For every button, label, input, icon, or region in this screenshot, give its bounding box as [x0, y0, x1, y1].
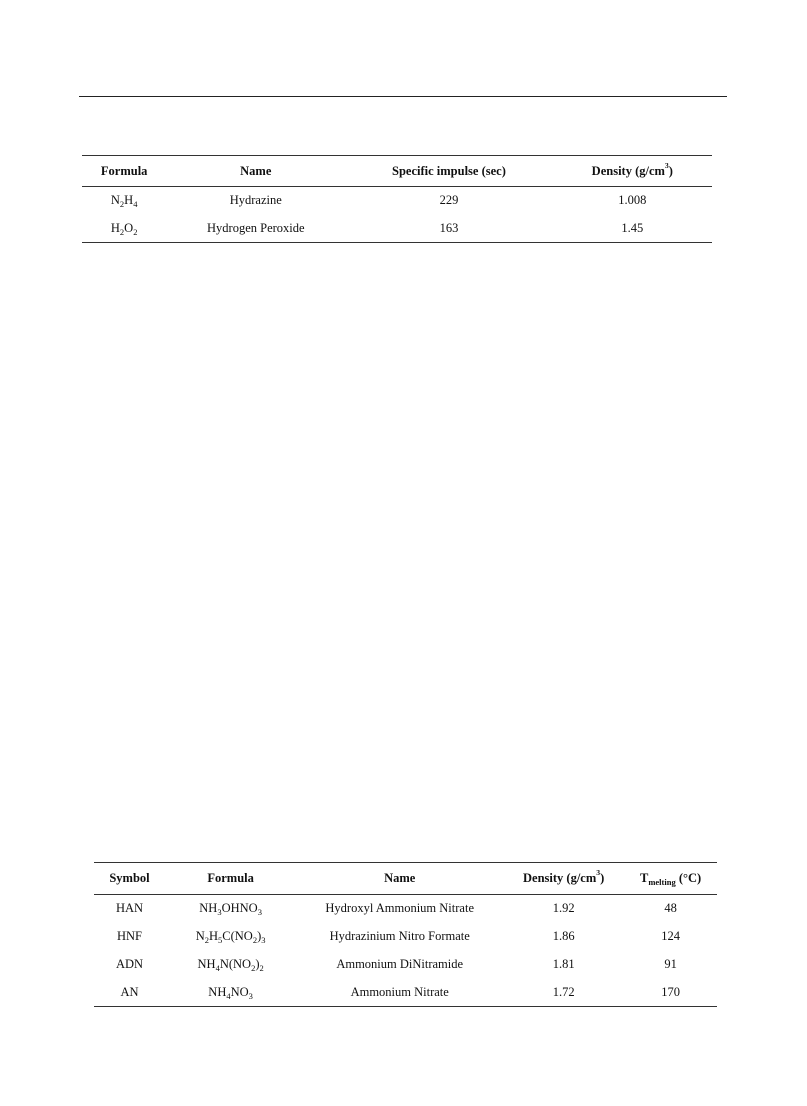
header-density: Density $(g/cm^3)$	[523, 868, 605, 885]
header-symbol: Symbol	[109, 871, 150, 885]
oxidizers-table	[94, 862, 717, 1007]
name-cell: Ammonium Nitrate	[350, 984, 449, 999]
isp-cell: 163	[439, 220, 459, 235]
header-specific-impulse: Specific impulse (sec)	[392, 163, 506, 178]
table-row	[94, 951, 717, 979]
table-header-row	[82, 156, 712, 187]
melting-cell: 124	[661, 929, 680, 943]
header-formula: Formula	[207, 871, 254, 885]
formula-cell: $NH_3OHNO_3$	[199, 901, 262, 918]
name-cell: Hydroxyl Ammonium Nitrate	[325, 901, 474, 916]
density-cell: 1.008	[618, 193, 647, 208]
header-rule	[79, 96, 727, 97]
table-row	[82, 187, 712, 215]
symbol-cell: HAN	[115, 901, 144, 916]
name-cell: Hydrazinium Nitro Formate	[329, 929, 470, 943]
table-row	[94, 923, 717, 951]
table-row	[94, 895, 717, 923]
formula-cell: $NH_4NO_3$	[208, 984, 253, 1001]
name-cell: Ammonium DiNitramide	[336, 957, 464, 971]
isp-cell: 229	[439, 193, 459, 208]
propellants-table	[82, 155, 712, 243]
formula-cell: $N_2H_5C(NO_2)_3$	[195, 929, 266, 945]
name-cell: Hydrogen Peroxide	[207, 220, 305, 235]
melting-cell: 48	[664, 901, 677, 916]
symbol-cell: ADN	[115, 957, 144, 971]
header-name: Name	[384, 871, 416, 885]
table-row	[94, 979, 717, 1007]
table-header-row	[94, 863, 717, 895]
formula-cell: $N_2H_4$	[110, 193, 138, 210]
header-melting-temperature: $T_{melting}$ (°C)	[639, 871, 702, 887]
name-cell: Hydrazine	[229, 193, 282, 208]
symbol-cell: AN	[120, 984, 139, 999]
header-name: Name	[240, 163, 272, 178]
header-formula: Formula	[100, 163, 148, 178]
density-cell: 1.86	[552, 929, 575, 943]
header-density: Density $(g/cm^3)$	[591, 160, 673, 178]
formula-cell: $H_2O_2$	[110, 220, 138, 237]
symbol-cell: HNF	[116, 929, 142, 943]
density-cell: 1.45	[621, 220, 644, 235]
table-row	[82, 215, 712, 243]
formula-cell: $NH_4N(NO_2)_2$	[197, 957, 264, 973]
melting-cell: 170	[661, 984, 680, 999]
density-cell: 1.72	[552, 984, 575, 999]
density-cell: 1.81	[552, 957, 575, 971]
melting-cell: 91	[664, 957, 677, 971]
density-cell: 1.92	[552, 901, 575, 916]
